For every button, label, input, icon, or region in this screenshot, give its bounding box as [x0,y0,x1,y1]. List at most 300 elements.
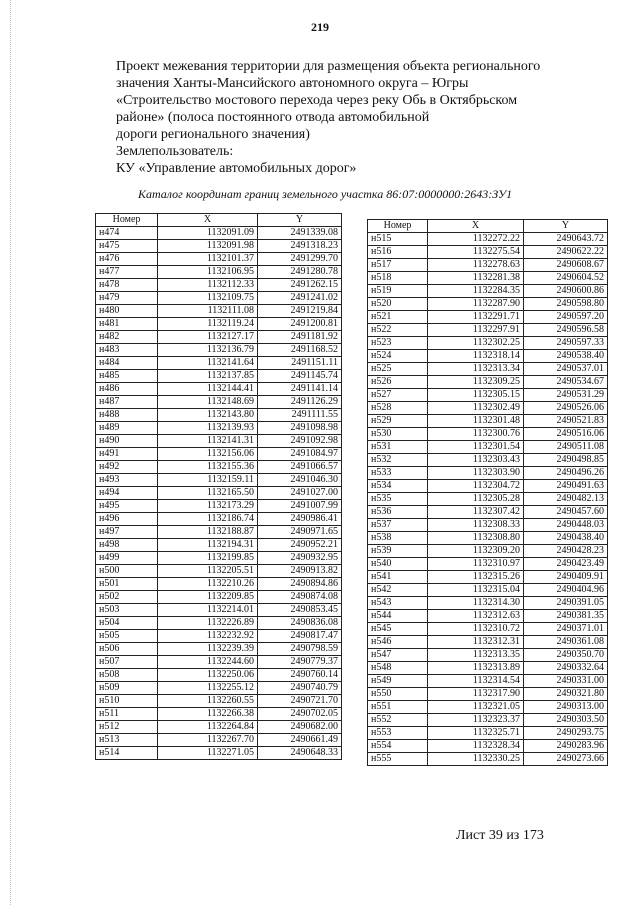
table-row [96,461,342,474]
x-coordinate: 1132312.31 [428,636,524,649]
x-coordinate: 1132244.60 [158,656,258,669]
table-row [368,740,608,753]
y-coordinate: 2490622.22 [524,246,608,259]
x-coordinate: 1132302.49 [428,402,524,415]
title-line: «Строительство мостового перехода через реку Обь в Октябрьском [116,93,518,108]
point-number: н534 [368,480,428,493]
table-row [96,500,342,513]
table-row [368,649,608,662]
table-row [368,701,608,714]
x-coordinate: 1132287.90 [428,298,524,311]
x-coordinate: 1132205.51 [158,565,258,578]
point-number: н478 [96,279,158,292]
point-number: н491 [96,448,158,461]
table-row [368,272,608,285]
x-coordinate: 1132141.31 [158,435,258,448]
table-row [368,545,608,558]
table-row [368,415,608,428]
table-row [96,240,342,253]
table-row [96,617,342,630]
point-number: н554 [368,740,428,753]
x-coordinate: 1132173.29 [158,500,258,513]
y-coordinate: 2490952.21 [258,539,342,552]
table-row [96,370,342,383]
y-coordinate: 2491145.74 [258,370,342,383]
point-number: н508 [96,669,158,682]
point-number: н531 [368,441,428,454]
x-coordinate: 1132250.06 [158,669,258,682]
point-number: н490 [96,435,158,448]
point-number: н507 [96,656,158,669]
y-coordinate: 2490817.47 [258,630,342,643]
y-coordinate: 2490537.01 [524,363,608,376]
x-coordinate: 1132304.72 [428,480,524,493]
page-number: 219 [311,20,329,34]
x-coordinate: 1132106.95 [158,266,258,279]
point-number: н496 [96,513,158,526]
land-user-name: КУ «Управление автомобильных дорог» [116,161,357,176]
point-number: н545 [368,623,428,636]
x-coordinate: 1132315.04 [428,584,524,597]
x-coordinate: 1132260.55 [158,695,258,708]
x-coordinate: 1132111.08 [158,305,258,318]
x-coordinate: 1132165.50 [158,487,258,500]
table-row [96,604,342,617]
y-coordinate: 2491200.81 [258,318,342,331]
x-coordinate: 1132112.33 [158,279,258,292]
table-row [368,506,608,519]
y-coordinate: 2491262.15 [258,279,342,292]
table-row [368,259,608,272]
x-coordinate: 1132313.35 [428,649,524,662]
header-x: X [428,220,524,233]
x-coordinate: 1132119.24 [158,318,258,331]
y-coordinate: 2490404.96 [524,584,608,597]
x-coordinate: 1132278.63 [428,259,524,272]
x-coordinate: 1132272.22 [428,233,524,246]
point-number: н494 [96,487,158,500]
y-coordinate: 2490597.33 [524,337,608,350]
x-coordinate: 1132312.63 [428,610,524,623]
y-coordinate: 2490721.70 [258,695,342,708]
catalog-caption: Каталог координат границ земельного участка 86:07:0000000:2643:ЗУ1 [138,187,513,201]
x-coordinate: 1132310.97 [428,558,524,571]
y-coordinate: 2491111.55 [258,409,342,422]
table-row [96,318,342,331]
point-number: н547 [368,649,428,662]
point-number: н512 [96,721,158,734]
y-coordinate: 2491141.14 [258,383,342,396]
x-coordinate: 1132267.70 [158,734,258,747]
y-coordinate: 2490596.58 [524,324,608,337]
y-coordinate: 2491241.02 [258,292,342,305]
table-row [96,344,342,357]
point-number: н529 [368,415,428,428]
table-row [368,285,608,298]
table-row [96,331,342,344]
sheet-number: Лист 39 из 173 [456,828,544,843]
table-row [96,643,342,656]
point-number: н541 [368,571,428,584]
x-coordinate: 1132318.14 [428,350,524,363]
table-row [368,532,608,545]
y-coordinate: 2490293.75 [524,727,608,740]
x-coordinate: 1132284.35 [428,285,524,298]
y-coordinate: 2490682.00 [258,721,342,734]
x-coordinate: 1132328.34 [428,740,524,753]
table-row [96,721,342,734]
x-coordinate: 1132301.48 [428,415,524,428]
table-row [96,422,342,435]
point-number: н536 [368,506,428,519]
point-number: н522 [368,324,428,337]
table-header-row [368,220,608,233]
y-coordinate: 2491151.11 [258,357,342,370]
x-coordinate: 1132314.30 [428,597,524,610]
x-coordinate: 1132188.87 [158,526,258,539]
point-number: н551 [368,701,428,714]
title-line: дороги регионального значения) [116,127,310,142]
margin-line [10,0,12,905]
table-row [96,682,342,695]
header-number: Номер [96,214,158,227]
point-number: н520 [368,298,428,311]
y-coordinate: 2491066.57 [258,461,342,474]
x-coordinate: 1132264.84 [158,721,258,734]
point-number: н533 [368,467,428,480]
x-coordinate: 1132275.54 [428,246,524,259]
point-number: н513 [96,734,158,747]
y-coordinate: 2490283.96 [524,740,608,753]
y-coordinate: 2490894.86 [258,578,342,591]
y-coordinate: 2490381.35 [524,610,608,623]
y-coordinate: 2490600.86 [524,285,608,298]
point-number: н530 [368,428,428,441]
y-coordinate: 2490526.06 [524,402,608,415]
y-coordinate: 2491280.78 [258,266,342,279]
x-coordinate: 1132302.25 [428,337,524,350]
header-x: X [158,214,258,227]
table-row [96,487,342,500]
table-row [368,311,608,324]
title-line: Проект межевания территории для размещения объекта регионального [116,59,541,74]
point-number: н538 [368,532,428,545]
y-coordinate: 2490391.05 [524,597,608,610]
x-coordinate: 1132101.37 [158,253,258,266]
table-row [368,402,608,415]
y-coordinate: 2490597.20 [524,311,608,324]
point-number: н509 [96,682,158,695]
point-number: н492 [96,461,158,474]
y-coordinate: 2490598.80 [524,298,608,311]
table-row [368,662,608,675]
x-coordinate: 1132239.39 [158,643,258,656]
point-number: н493 [96,474,158,487]
point-number: н506 [96,643,158,656]
x-coordinate: 1132325.71 [428,727,524,740]
point-number: н527 [368,389,428,402]
table-row [96,513,342,526]
point-number: н519 [368,285,428,298]
point-number: н535 [368,493,428,506]
x-coordinate: 1132291.71 [428,311,524,324]
y-coordinate: 2491318.23 [258,240,342,253]
x-coordinate: 1132127.17 [158,331,258,344]
table-row [368,363,608,376]
point-number: н546 [368,636,428,649]
table-row [368,688,608,701]
point-number: н488 [96,409,158,422]
table-row [96,448,342,461]
y-coordinate: 2490874.08 [258,591,342,604]
y-coordinate: 2490332.64 [524,662,608,675]
point-number: н544 [368,610,428,623]
y-coordinate: 2490971.65 [258,526,342,539]
y-coordinate: 2490409.91 [524,571,608,584]
x-coordinate: 1132305.28 [428,493,524,506]
table-row [368,298,608,311]
table-row [368,246,608,259]
x-coordinate: 1132309.20 [428,545,524,558]
y-coordinate: 2490661.49 [258,734,342,747]
y-coordinate: 2490482.13 [524,493,608,506]
y-coordinate: 2490273.66 [524,753,608,766]
title-line: районе» (полоса постоянного отвода автомобильной [116,110,430,125]
y-coordinate: 2490303.50 [524,714,608,727]
x-coordinate: 1132255.12 [158,682,258,695]
y-coordinate: 2490313.00 [524,701,608,714]
point-number: н515 [368,233,428,246]
point-number: н525 [368,363,428,376]
coordinates-table-left [95,213,342,760]
x-coordinate: 1132139.93 [158,422,258,435]
table-row [96,474,342,487]
point-number: н503 [96,604,158,617]
point-number: н504 [96,617,158,630]
point-number: н474 [96,227,158,240]
x-coordinate: 1132309.25 [428,376,524,389]
y-coordinate: 2490498.85 [524,454,608,467]
table-row [368,454,608,467]
x-coordinate: 1132315.26 [428,571,524,584]
x-coordinate: 1132301.54 [428,441,524,454]
point-number: н489 [96,422,158,435]
table-row [368,727,608,740]
point-number: н518 [368,272,428,285]
table-row [368,675,608,688]
table-row [368,389,608,402]
table-row [96,266,342,279]
y-coordinate: 2490643.72 [524,233,608,246]
table-row [96,552,342,565]
x-coordinate: 1132210.26 [158,578,258,591]
table-row [96,292,342,305]
y-coordinate: 2490457.60 [524,506,608,519]
table-header-row [96,214,342,227]
table-row [96,578,342,591]
y-coordinate: 2490350.70 [524,649,608,662]
y-coordinate: 2490321.80 [524,688,608,701]
point-number: н501 [96,578,158,591]
table-row [96,526,342,539]
point-number: н526 [368,376,428,389]
table-row [368,493,608,506]
table-row [96,565,342,578]
y-coordinate: 2490521.83 [524,415,608,428]
point-number: н523 [368,337,428,350]
title-line: значения Ханты-Мансийского автономного округа – Югры [116,76,469,91]
point-number: н487 [96,396,158,409]
point-number: н483 [96,344,158,357]
x-coordinate: 1132232.92 [158,630,258,643]
point-number: н517 [368,259,428,272]
point-number: н552 [368,714,428,727]
table-row [368,337,608,350]
y-coordinate: 2490496.26 [524,467,608,480]
table-row [368,441,608,454]
point-number: н486 [96,383,158,396]
y-coordinate: 2491181.92 [258,331,342,344]
point-number: н516 [368,246,428,259]
y-coordinate: 2490428.23 [524,545,608,558]
x-coordinate: 1132136.79 [158,344,258,357]
y-coordinate: 2491339.08 [258,227,342,240]
point-number: н502 [96,591,158,604]
y-coordinate: 2490740.79 [258,682,342,695]
x-coordinate: 1132281.38 [428,272,524,285]
table-row [96,708,342,721]
point-number: н497 [96,526,158,539]
x-coordinate: 1132330.25 [428,753,524,766]
point-number: н485 [96,370,158,383]
x-coordinate: 1132308.80 [428,532,524,545]
y-coordinate: 2490648.33 [258,747,342,760]
point-number: н539 [368,545,428,558]
point-number: н510 [96,695,158,708]
y-coordinate: 2491168.52 [258,344,342,357]
point-number: н475 [96,240,158,253]
point-number: н499 [96,552,158,565]
point-number: н555 [368,753,428,766]
table-row [368,376,608,389]
table-row [96,630,342,643]
y-coordinate: 2490331.00 [524,675,608,688]
y-coordinate: 2491092.98 [258,435,342,448]
table-row [96,409,342,422]
table-row [368,623,608,636]
point-number: н528 [368,402,428,415]
y-coordinate: 2490438.40 [524,532,608,545]
header-y: Y [258,214,342,227]
x-coordinate: 1132313.89 [428,662,524,675]
x-coordinate: 1132317.90 [428,688,524,701]
x-coordinate: 1132199.85 [158,552,258,565]
table-row [368,350,608,363]
y-coordinate: 2491007.99 [258,500,342,513]
table-row [96,279,342,292]
y-coordinate: 2490760.14 [258,669,342,682]
table-row [96,357,342,370]
table-row [96,591,342,604]
y-coordinate: 2490531.29 [524,389,608,402]
point-number: н550 [368,688,428,701]
y-coordinate: 2490913.82 [258,565,342,578]
header-y: Y [524,220,608,233]
table-row [368,753,608,766]
x-coordinate: 1132307.42 [428,506,524,519]
table-row [96,435,342,448]
point-number: н484 [96,357,158,370]
x-coordinate: 1132159.11 [158,474,258,487]
document-title [116,58,586,177]
point-number: н500 [96,565,158,578]
y-coordinate: 2490608.67 [524,259,608,272]
x-coordinate: 1132186.74 [158,513,258,526]
y-coordinate: 2490371.01 [524,623,608,636]
x-coordinate: 1132314.54 [428,675,524,688]
y-coordinate: 2490538.40 [524,350,608,363]
table-row [368,597,608,610]
y-coordinate: 2490932.95 [258,552,342,565]
table-row [368,480,608,493]
table-row [96,539,342,552]
table-row [96,227,342,240]
x-coordinate: 1132109.75 [158,292,258,305]
y-coordinate: 2490491.63 [524,480,608,493]
point-number: н482 [96,331,158,344]
x-coordinate: 1132194.31 [158,539,258,552]
table-row [368,636,608,649]
y-coordinate: 2490534.67 [524,376,608,389]
table-row [368,558,608,571]
x-coordinate: 1132271.05 [158,747,258,760]
table-row [368,571,608,584]
coordinates-table-right [367,219,608,766]
x-coordinate: 1132091.09 [158,227,258,240]
y-coordinate: 2490798.59 [258,643,342,656]
point-number: н495 [96,500,158,513]
land-user-label: Землепользователь: [116,144,234,159]
y-coordinate: 2490448.03 [524,519,608,532]
y-coordinate: 2491084.97 [258,448,342,461]
y-coordinate: 2490702.05 [258,708,342,721]
point-number: н477 [96,266,158,279]
table-row [96,656,342,669]
x-coordinate: 1132303.90 [428,467,524,480]
y-coordinate: 2491027.00 [258,487,342,500]
point-number: н480 [96,305,158,318]
table-row [96,695,342,708]
x-coordinate: 1132303.43 [428,454,524,467]
point-number: н521 [368,311,428,324]
table-row [368,519,608,532]
table-row [96,669,342,682]
table-row [96,747,342,760]
point-number: н549 [368,675,428,688]
x-coordinate: 1132091.98 [158,240,258,253]
x-coordinate: 1132308.33 [428,519,524,532]
x-coordinate: 1132141.64 [158,357,258,370]
point-number: н553 [368,727,428,740]
table-row [368,714,608,727]
table-row [368,233,608,246]
y-coordinate: 2490423.49 [524,558,608,571]
x-coordinate: 1132209.85 [158,591,258,604]
x-coordinate: 1132148.69 [158,396,258,409]
y-coordinate: 2491046.30 [258,474,342,487]
x-coordinate: 1132144.41 [158,383,258,396]
x-coordinate: 1132297.91 [428,324,524,337]
